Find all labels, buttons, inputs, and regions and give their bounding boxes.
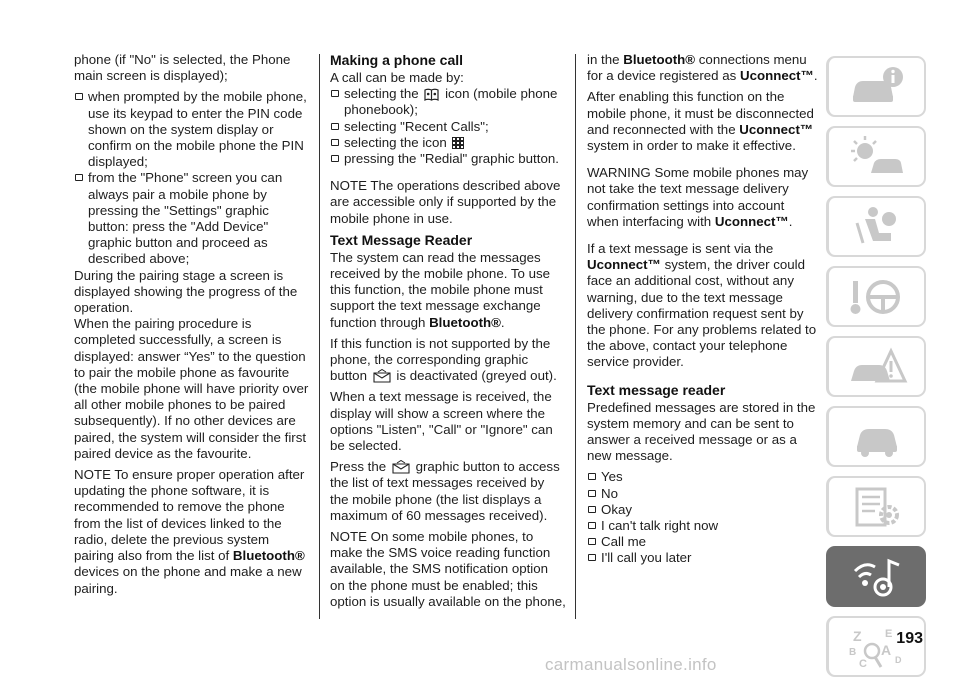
bullet-item: pressing the "Redial" graphic button.: [330, 151, 566, 167]
paragraph: [587, 241, 819, 371]
paragraph: When a text message is received, the display will show a screen where the options "Listen", "Call" or "Ignore" can be selected.: [330, 389, 553, 454]
paragraph-text: connections menu for a device registered as: [587, 52, 807, 84]
keypad-icon: [452, 137, 464, 150]
tab-safety[interactable]: [826, 196, 926, 257]
message-option-item: I can't talk right now: [587, 518, 819, 534]
note-text: devices on the phone and make a new pairing.: [74, 564, 302, 596]
bullet-item: when prompted by the mobile phone, use its keypad to enter the PIN code shown on the system display or confirm on the mobile phone the PIN displayed;: [74, 89, 310, 170]
text-column-1: [74, 52, 310, 602]
paragraph: [587, 89, 819, 154]
paragraph-text: If this function is not supported by the phone, the corresponding graphic button: [330, 335, 551, 384]
chapter-tabs: [826, 56, 926, 686]
paragraph-text: is deactivated (greyed out).: [396, 368, 557, 384]
tab-dashboard[interactable]: [826, 126, 926, 187]
column-divider: [575, 54, 576, 619]
uconnect-term: Uconnect™: [740, 68, 814, 84]
note-paragraph: [74, 467, 310, 597]
bullet-item: [330, 86, 566, 118]
paragraph: [330, 250, 566, 331]
specifications-gear-icon: [845, 483, 909, 531]
warning-paragraph: [587, 165, 819, 230]
section-heading: Making a phone call: [330, 52, 464, 68]
bullet-text: selecting the icon: [344, 134, 447, 150]
uconnect-term: Uconnect™: [714, 213, 789, 229]
svg-text:A: A: [880, 641, 891, 658]
steering-key-icon: [845, 273, 909, 321]
bullet-text: icon (mobile phone phonebook);: [344, 86, 558, 118]
section-heading: Text message reader: [587, 381, 726, 398]
svg-text:B: B: [848, 646, 856, 658]
paragraph-text: .: [500, 314, 505, 330]
warning-text: .: [788, 213, 793, 229]
tab-starting-driving[interactable]: [826, 266, 926, 327]
message-option-item: No: [587, 486, 819, 502]
car-service-icon: [845, 413, 909, 461]
message-option-item: Yes: [587, 469, 819, 485]
paragraph-text: If a text message is sent via the: [587, 241, 774, 257]
paragraph: [330, 336, 566, 385]
tab-technical-data[interactable]: [826, 476, 926, 537]
breakdown-warning-icon: [845, 343, 909, 391]
paragraph: [587, 52, 819, 84]
bullet-item: from the "Phone" screen you can always pair a mobile phone by pressing the "Settings" graphic button: press the "Add Device" graphic button and proceed as described above;: [74, 170, 310, 267]
warning-text: WARNING Some mobile phones may not take the text message delivery confirmation settings into account when interfacing with: [587, 165, 809, 229]
paragraph-text: Press the: [330, 459, 387, 475]
watermark: carmanualsonline.info: [545, 655, 717, 674]
message-icon: [392, 460, 410, 474]
bluetooth-term: Bluetooth®: [232, 548, 305, 564]
paragraph: A call can be made by:: [330, 70, 464, 85]
paragraph: Predefined messages are stored in the system memory and can be sent to answer a received message or as a new message.: [587, 399, 816, 464]
paragraph-text: After enabling this function on the mobile phone, it must be disconnected and reconnected with the: [587, 89, 814, 137]
tab-maintenance[interactable]: [826, 406, 926, 467]
page-number: 193: [896, 630, 923, 647]
phonebook-icon: [424, 88, 439, 101]
paragraph-text: The system can read the messages received by the mobile phone. To use this function, the mobile phone must support the text message exchange function through: [330, 249, 551, 330]
svg-text:D: D: [894, 654, 901, 665]
text-column-3: [587, 52, 819, 567]
message-icon: [373, 369, 391, 383]
uconnect-term: Uconnect™: [587, 257, 661, 273]
bullet-item: selecting "Recent Calls";: [330, 119, 566, 135]
note-text: NOTE To ensure proper operation after updating the phone software, it is recommended to remove the phone from the list of devices linked to the radio, delete the previous system pairing also from the list of: [74, 467, 305, 564]
car-info-icon: [845, 63, 909, 111]
message-option-item: Okay: [587, 502, 819, 518]
note-paragraph: NOTE On some mobile phones, to make the SMS voice reading function available, the SMS notification option on the phone must be enabled; this option is usually available on the phone,: [330, 529, 566, 609]
bullet-item: [330, 135, 566, 151]
message-option-item: I'll call you later: [587, 550, 819, 566]
tab-multimedia[interactable]: [826, 546, 926, 607]
paragraph: phone (if "No" is selected, the Phone main screen is displayed);: [74, 52, 291, 84]
paragraph: [330, 459, 566, 524]
paragraph-text: .: [813, 68, 818, 84]
tab-knowing-vehicle[interactable]: [826, 56, 926, 117]
paragraph-text: graphic button to access the list of text messages received by the mobile phone (the list displays a maximum of 60 messages received).: [330, 459, 560, 523]
svg-text:Z: Z: [852, 627, 862, 644]
multimedia-icon: [845, 553, 909, 601]
paragraph-text: in the: [587, 52, 620, 67]
section-heading: Text Message Reader: [330, 231, 473, 248]
paragraph: During the pairing stage a screen is displayed showing the progress of the operation.: [74, 267, 298, 316]
bullet-text: selecting the: [344, 86, 419, 102]
tab-emergency[interactable]: [826, 336, 926, 397]
message-option-item: Call me: [587, 534, 819, 550]
svg-text:C: C: [858, 657, 867, 670]
paragraph: When the pairing procedure is completed successfully, a screen is displayed: answer “Yes” to the question to pair the mobile phone as favourite (the mobile phone will have priority over all other mobile phones to be paired subsequently). If no other devices are paired, the system will consider the first paired device as the favourite.: [74, 316, 309, 461]
column-divider: [319, 54, 320, 619]
svg-text:E: E: [884, 627, 892, 640]
paragraph-text: system in order to make it effective.: [587, 138, 796, 154]
bluetooth-term: Bluetooth®: [623, 52, 696, 67]
bluetooth-term: Bluetooth®: [429, 314, 501, 330]
uconnect-term: Uconnect™: [739, 121, 814, 137]
text-column-2: [330, 52, 566, 615]
seat-airbag-icon: [845, 203, 909, 251]
note-paragraph: NOTE The operations described above are accessible only if supported by the mobile phone in use.: [330, 178, 561, 226]
dashboard-lights-icon: [845, 133, 909, 181]
paragraph-text: system, the driver could face an additional cost, without any warning, due to the text message delivery confirmation request sent by the phone. For any problems related to the above, contact your telephone service provider.: [587, 257, 817, 370]
